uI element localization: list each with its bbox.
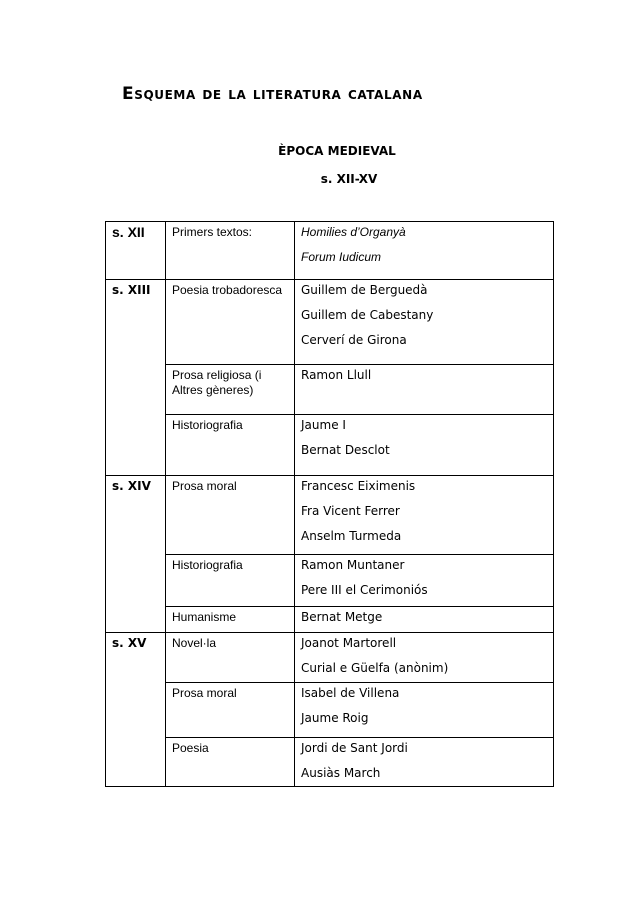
period-heading: ÈPOCA MEDIEVAL (278, 144, 396, 158)
author-name: Fra Vicent Ferrer (301, 504, 400, 518)
work-title: Homilies d’Organyà (301, 225, 406, 239)
author-name: Isabel de Villena (301, 686, 400, 700)
authors-cell (295, 738, 554, 787)
table-row (106, 683, 554, 738)
authors-cell (295, 365, 554, 415)
century-cell: s. XII (106, 222, 166, 280)
genre-cell: Historiografia (166, 415, 295, 476)
author-name: Ramon Muntaner (301, 558, 405, 572)
authors-cell (295, 683, 554, 738)
author-name: Bernat Metge (301, 610, 383, 624)
century-cell: s. XV (106, 633, 166, 787)
centuries-range-heading: s. XII-XV (320, 172, 378, 186)
genre-cell: Poesia (166, 738, 295, 787)
genre-cell: Prosa moral (166, 476, 295, 555)
authors-cell (295, 607, 554, 633)
table-row (106, 633, 554, 683)
authors-cell (295, 555, 554, 607)
table-row (106, 222, 554, 280)
author-name: Pere III el Cerimoniós (301, 583, 428, 597)
author-name: Guillem de Berguedà (301, 283, 428, 297)
author-name: Anselm Turmeda (301, 529, 402, 543)
table-row (106, 607, 554, 633)
table-row (106, 415, 554, 476)
authors-cell (295, 415, 554, 476)
table-row (106, 738, 554, 787)
genre-cell: Novel·la (166, 633, 295, 683)
authors-cell (295, 476, 554, 555)
author-name: Bernat Desclot (301, 443, 390, 457)
table-row (106, 280, 554, 365)
table-row (106, 555, 554, 607)
table-row (106, 365, 554, 415)
author-name: Curial e Güelfa (anònim) (301, 661, 449, 675)
literature-schema-table (105, 221, 554, 787)
author-name: Guillem de Cabestany (301, 308, 434, 322)
author-name: Jordi de Sant Jordi (301, 741, 408, 755)
century-cell: s. XIII (106, 280, 166, 476)
author-name: Joanot Martorell (301, 636, 397, 650)
authors-cell (295, 280, 554, 365)
author-name: Ausiàs March (301, 766, 381, 780)
author-name: Ramon Llull (301, 368, 372, 382)
genre-cell: Primers textos: (166, 222, 295, 280)
author-name: Jaume I (301, 418, 346, 432)
century-cell: s. XIV (106, 476, 166, 633)
genre-cell: Prosa moral (166, 683, 295, 738)
author-name: Francesc Eiximenis (301, 479, 416, 493)
table-row (106, 476, 554, 555)
document-title: Esquema de la literatura catalana (122, 84, 423, 104)
genre-cell: Humanisme (166, 607, 295, 633)
author-name: Cerverí de Girona (301, 333, 407, 347)
author-name: Jaume Roig (301, 711, 369, 725)
genre-cell: Historiografia (166, 555, 295, 607)
authors-cell (295, 633, 554, 683)
genre-cell: Prosa religiosa (i Altres gèneres) (166, 365, 295, 415)
work-title: Forum Iudicum (301, 250, 382, 264)
authors-cell (295, 222, 554, 280)
genre-cell: Poesia trobadoresca (166, 280, 295, 365)
